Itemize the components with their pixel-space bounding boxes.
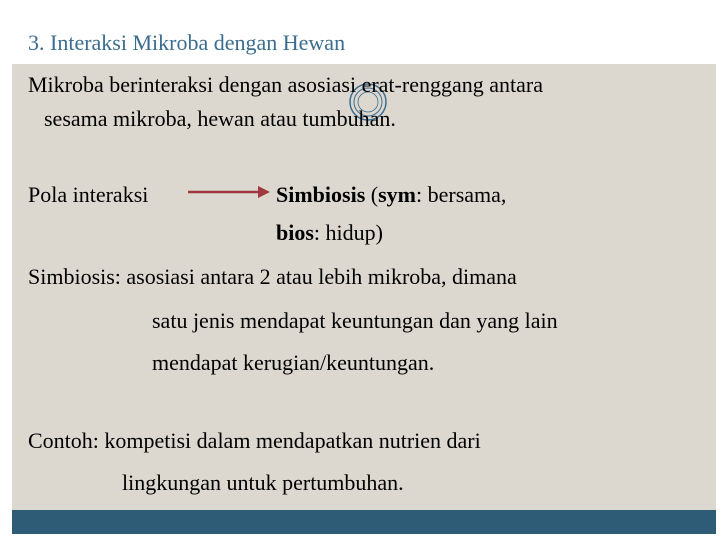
slide-title: 3. Interaksi Mikroba dengan Hewan (28, 30, 346, 55)
contoh-line-1: Contoh: kompetisi dalam mendapatkan nutrien dari (28, 428, 481, 453)
simbiosis-line-3: mendapat kerugian/keuntungan. (152, 350, 435, 375)
simbiosis-line-2: satu jenis mendapat keuntungan dan yang lain (152, 308, 558, 333)
pola-interaksi-label: Pola interaksi (28, 182, 149, 207)
simbiosis-definition-line-2 (276, 220, 383, 246)
paren-open: ( (365, 182, 379, 207)
bios-term: bios (276, 220, 314, 245)
contoh-line-2: lingkungan untuk pertumbuhan. (122, 470, 404, 495)
simbiosis-definition-line-1 (276, 182, 506, 208)
sym-meaning: bersama, (427, 182, 507, 207)
simbiosis-term: Simbiosis (276, 182, 366, 207)
bios-separator: : (313, 220, 326, 245)
intro-line-1: Mikroba berinteraksi dengan asosiasi erat-renggang antara (28, 72, 543, 97)
bios-meaning: hidup) (325, 220, 383, 245)
intro-line-2: sesama mikroba, hewan atau tumbuhan. (44, 106, 396, 131)
simbiosis-line-1: Simbiosis: asosiasi antara 2 atau lebih mikroba, dimana (28, 264, 517, 289)
footer-bar (12, 510, 716, 534)
sym-separator: : (415, 182, 428, 207)
sym-term: sym (378, 182, 416, 207)
right-arrow-icon (186, 184, 272, 200)
